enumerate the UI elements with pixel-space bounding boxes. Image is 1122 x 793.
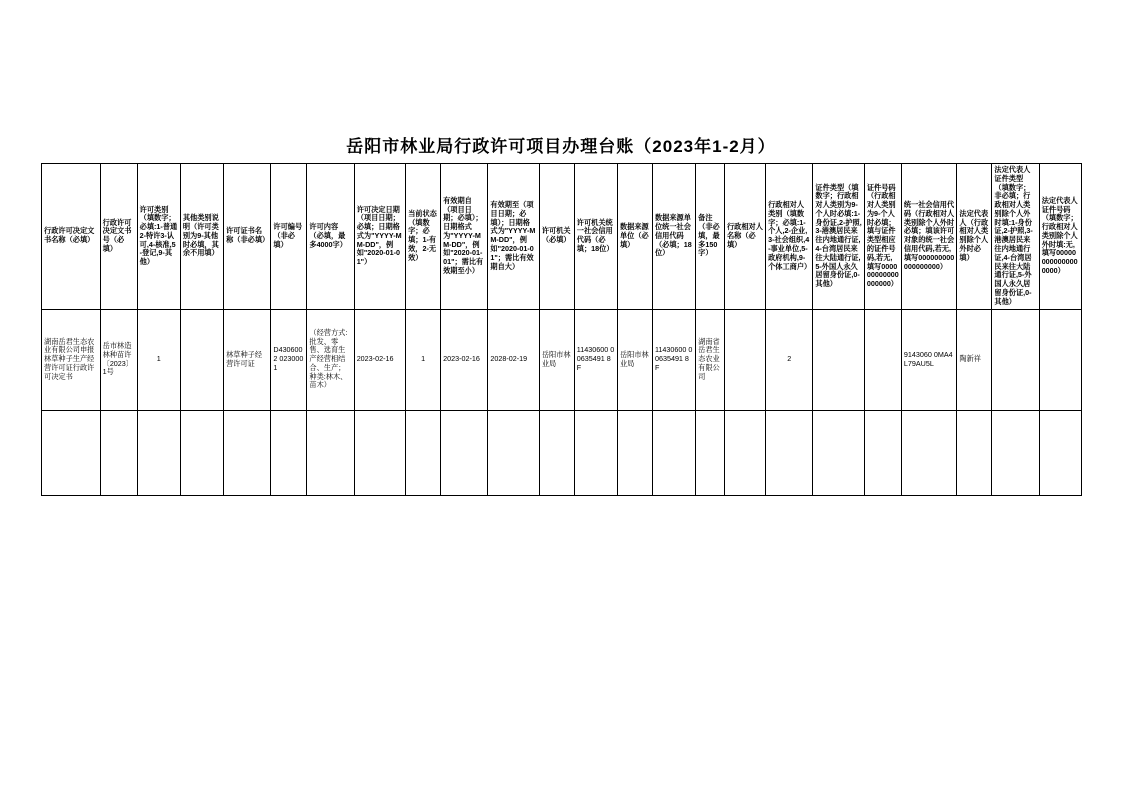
cell-legal-rep-id-type bbox=[992, 410, 1039, 495]
cell-permit-doc-number: 岳市林造林种苗许〔2023〕1号 bbox=[100, 309, 137, 410]
cell-legal-rep-id-type bbox=[992, 309, 1039, 410]
col-header-5: 许可编号（非必填） bbox=[271, 164, 307, 310]
cell-certificate-name bbox=[224, 410, 271, 495]
cell-unified-credit-code: 9143060 0MA4L79AU5L bbox=[901, 309, 957, 410]
cell-remarks: 湖南省岳君生态农业有限公司 bbox=[696, 309, 725, 410]
col-header-16: 行政相对人名称（必填） bbox=[724, 164, 765, 310]
col-header-18: 证件类型（填数字；行政相对人类别为9-个人时必填:1-身份证,2-护照,3-港澳居民来往内地通行证,4-台湾居民来往大陆通行证,5-外国人永久居留身份证,0-其他） bbox=[813, 164, 864, 310]
col-header-8: 当前状态（填数字；必填；1-有效，2-无效） bbox=[406, 164, 441, 310]
cell-permit-doc-name: 湖南岳君生态农业有限公司申报林草种子生产经营许可证行政许可决定书 bbox=[42, 309, 101, 410]
cell-valid-to: 2028-02-19 bbox=[488, 309, 539, 410]
cell-permit-number: D4306002 0230001 bbox=[271, 309, 307, 410]
cell-permit-doc-name bbox=[42, 410, 101, 495]
cell-remarks bbox=[696, 410, 725, 495]
cell-permit-number bbox=[271, 410, 307, 495]
cell-legal-representative: 陶新祥 bbox=[957, 309, 992, 410]
col-header-1: 行政许可决定文书号（必填） bbox=[100, 164, 137, 310]
table-header-row bbox=[42, 164, 1082, 310]
cell-legal-rep-id-number bbox=[1039, 309, 1081, 410]
cell-unified-credit-code bbox=[901, 410, 957, 495]
col-header-12: 许可机关统一社会信用代码（必填；18位） bbox=[574, 164, 617, 310]
col-header-0: 行政许可决定文书名称（必填） bbox=[42, 164, 101, 310]
cell-authority-credit-code bbox=[574, 410, 617, 495]
col-header-21: 法定代表人（行政相对人类别除个人外时必填） bbox=[957, 164, 992, 310]
col-header-22: 法定代表人证件类型（填数字；非必填；行政相对人类别除个人外时填:1-身份证,2-护照,3-港澳居民来往内地通行证,4-台湾居民来往大陆通行证,5-外国人永久居留身份证,0-其他） bbox=[992, 164, 1039, 310]
cell-permit-doc-number bbox=[100, 410, 137, 495]
page-title: 岳阳市林业局行政许可项目办理台账（2023年1-2月） bbox=[346, 137, 776, 156]
cell-authority-credit-code: 11430600 00635491 8F bbox=[574, 309, 617, 410]
cell-decision-date: 2023-02-16 bbox=[354, 309, 405, 410]
cell-source-unit-credit-code: 11430600 00635491 8F bbox=[652, 309, 695, 410]
col-header-20: 统一社会信用代码（行政相对人类别除个人外时必填；填该许可对象的统一社会信用代码,若无,填写000000000000000000） bbox=[901, 164, 957, 310]
cell-source-unit: 岳阳市林业局 bbox=[617, 309, 652, 410]
cell-permit-authority bbox=[539, 410, 574, 495]
col-header-13: 数据来源单位（必填） bbox=[617, 164, 652, 310]
col-header-15: 备注（非必填，最多150字） bbox=[696, 164, 725, 310]
col-header-11: 许可机关（必填） bbox=[539, 164, 574, 310]
col-header-19: 证件号码（行政相对人类别为9-个人时必填；填与证件类型相应的证件号码,若无,填写000000000000000000） bbox=[864, 164, 901, 310]
cell-legal-representative bbox=[957, 410, 992, 495]
cell-permit-content: （经营方式:批发、零售、选育生产经营相结合、生产；种类:林木、苗木） bbox=[307, 309, 354, 410]
col-header-9: 有效期自（项目日期；必填）；日期格式为"YYYY-MM-DD"，例如"2020-01-01"；需比有效期至小） bbox=[441, 164, 488, 310]
col-header-14: 数据来源单位统一社会信用代码（必填；18位） bbox=[652, 164, 695, 310]
cell-permit-content bbox=[307, 410, 354, 495]
table-row bbox=[42, 410, 1082, 495]
cell-counterparty-name bbox=[724, 309, 765, 410]
cell-valid-from: 2023-02-16 bbox=[441, 309, 488, 410]
cell-permit-category: 1 bbox=[137, 309, 180, 410]
cell-current-status bbox=[406, 410, 441, 495]
cell-counterparty-name bbox=[724, 410, 765, 495]
cell-legal-rep-id-number bbox=[1039, 410, 1081, 495]
table-header bbox=[42, 164, 1082, 310]
ledger-table bbox=[41, 163, 1082, 496]
col-header-6: 许可内容（必填，最多4000字） bbox=[307, 164, 354, 310]
col-header-23: 法定代表人证件号码（填数字；行政相对人类别除个人外时填:无,填写000000000000000000） bbox=[1039, 164, 1081, 310]
cell-permit-category bbox=[137, 410, 180, 495]
cell-id-type bbox=[813, 410, 864, 495]
table-body bbox=[42, 309, 1082, 495]
col-header-10: 有效期至（项目日期；必填）；日期格式为"YYYY-MM-DD"，例如"2020-01-01"；需比有效期自大） bbox=[488, 164, 539, 310]
col-header-2: 许可类别（填数字；必填:1-普通2-特许3-认可,4-核准,5-登记,9-其他） bbox=[137, 164, 180, 310]
col-header-7: 许可决定日期（项目日期；必填；日期格式为"YYYY-MM-DD"，例如"2020-01-01"） bbox=[354, 164, 405, 310]
cell-certificate-name: 林草种子经营许可证 bbox=[224, 309, 271, 410]
col-header-3: 其他类别说明（许可类别为9-其他时必填，其余不用填） bbox=[180, 164, 223, 310]
cell-source-unit bbox=[617, 410, 652, 495]
col-header-17: 行政相对人类别（填数字；必填:1-个人,2-企业,3-社会组织,4-事业单位,5-政府机构,9-个体工商户） bbox=[766, 164, 813, 310]
cell-decision-date bbox=[354, 410, 405, 495]
cell-id-type bbox=[813, 309, 864, 410]
cell-counterparty-type bbox=[766, 410, 813, 495]
cell-counterparty-type: 2 bbox=[766, 309, 813, 410]
cell-other-category-note bbox=[180, 309, 223, 410]
ledger-table-wrapper bbox=[41, 163, 1082, 496]
cell-current-status: 1 bbox=[406, 309, 441, 410]
cell-other-category-note bbox=[180, 410, 223, 495]
cell-valid-to bbox=[488, 410, 539, 495]
cell-valid-from bbox=[441, 410, 488, 495]
cell-id-number bbox=[864, 309, 901, 410]
cell-id-number bbox=[864, 410, 901, 495]
col-header-4: 许可证书名称（非必填） bbox=[224, 164, 271, 310]
cell-source-unit-credit-code bbox=[652, 410, 695, 495]
table-row bbox=[42, 309, 1082, 410]
cell-permit-authority: 岳阳市林业局 bbox=[539, 309, 574, 410]
